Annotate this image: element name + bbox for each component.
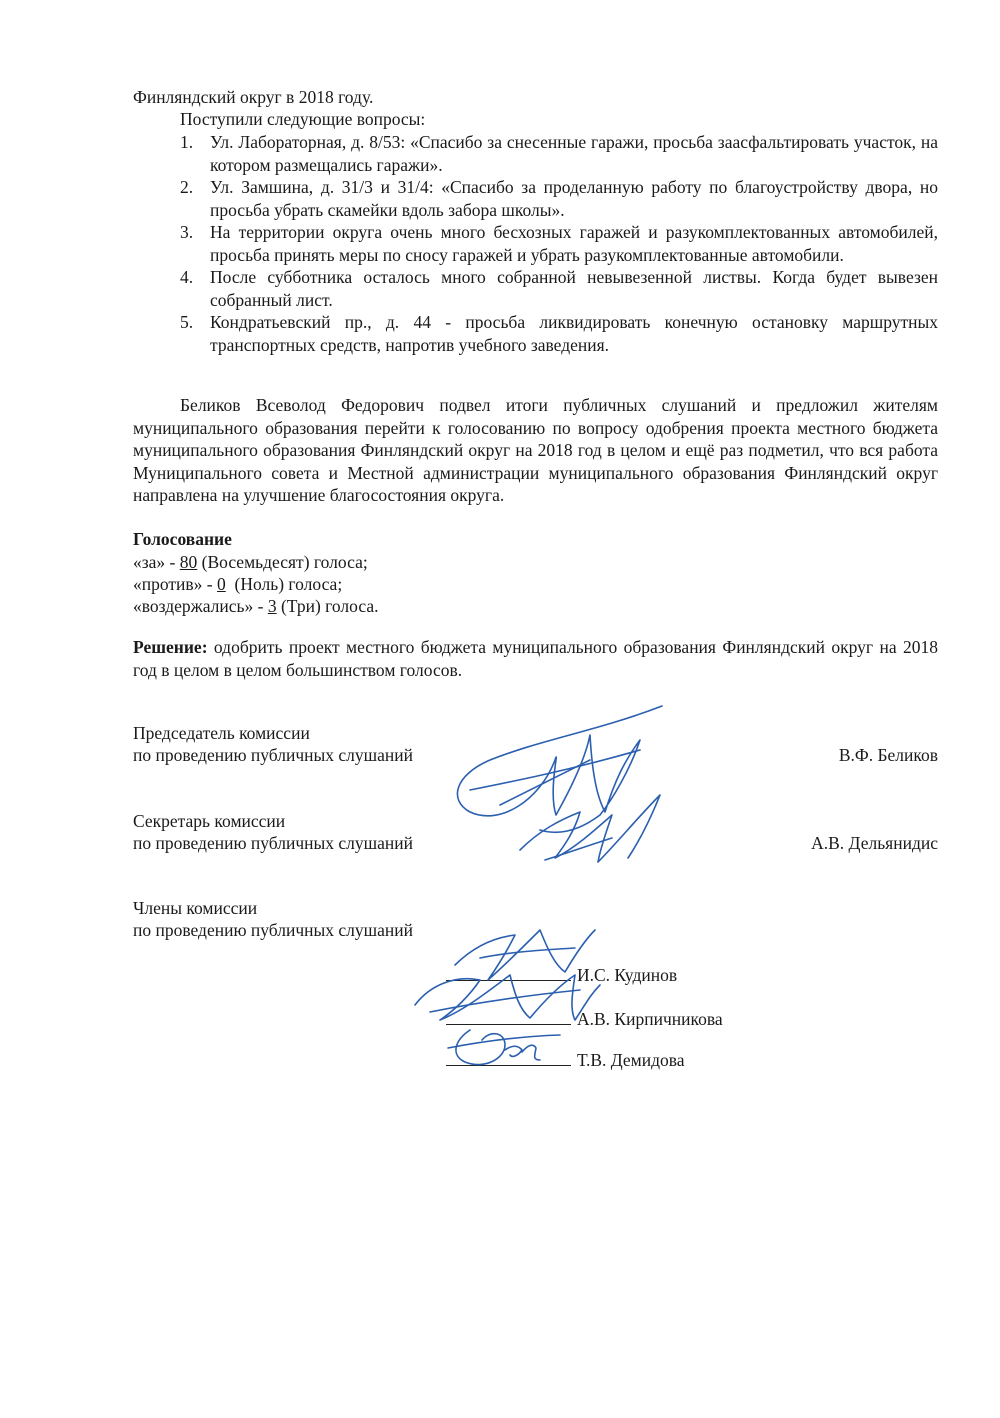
vote-count: 80 <box>179 552 198 572</box>
list-number: 3. <box>180 222 194 242</box>
list-item-text: На территории округа очень много бесхозных гаражей и разукомплектованных автомобилей, просьба принять меры по сносу гаражей и убрать разукомплектованные автомобили. <box>210 222 938 265</box>
summary-paragraph: Беликов Всеволод Федорович подвел итоги публичных слушаний и предложил жителям муниципального образования перейти к голосованию по вопросу одобрения проекта местного бюджета муниципального образования Финляндский округ на 2018 год в целом и ещё раз подметил, что вся работа Муниципального совета и Местной администрации муниципального образования Финляндский округ направлена на улучшение благосостояния округа. <box>133 395 938 505</box>
voting-heading: Голосование <box>133 529 232 549</box>
list-number: 1. <box>180 132 194 152</box>
list-item <box>133 131 938 176</box>
decision-paragraph <box>133 636 938 681</box>
member-signature-line <box>446 1006 723 1031</box>
list-number: 5. <box>180 312 194 332</box>
vote-count: 3 <box>267 596 277 616</box>
vote-rest: (Ноль) голоса; <box>225 574 343 594</box>
vote-rest: (Три) голоса. <box>276 596 379 616</box>
list-item-text: Кондратьевский пр., д. 44 - просьба ликвидировать конечную остановку маршрутных транспортных средств, напротив учебного заведения. <box>210 312 938 355</box>
secretary-name: А.В. Дельянидис <box>811 833 938 853</box>
decision-text: одобрить проект местного бюджета муниципального образования Финляндский округ на 2018 год в целом в целом большинством голосов. <box>133 637 938 680</box>
member-name: И.С. Кудинов <box>577 965 678 985</box>
vote-label: «воздержались» - <box>133 596 268 616</box>
list-item <box>133 311 938 356</box>
signature-underline <box>446 962 571 981</box>
vote-row-abstain <box>133 595 378 618</box>
vote-label: «против» - <box>133 574 217 594</box>
signature-underline <box>446 1047 571 1066</box>
questions-list <box>133 131 938 356</box>
members-title-2: по проведению публичных слушаний <box>133 920 413 940</box>
secretary-title-1: Секретарь комиссии <box>133 811 286 831</box>
chair-title-1: Председатель комиссии <box>133 723 310 743</box>
list-number: 4. <box>180 267 194 287</box>
list-item-text: Ул. Замшина, д. 31/3 и 31/4: «Спасибо за проделанную работу по благоустройству двора, но просьба убрать скамейки вдоль забора школы». <box>210 177 938 220</box>
vote-rest: (Восемьдесят) голоса; <box>197 552 368 572</box>
member-name: Т.В. Демидова <box>577 1050 685 1070</box>
list-item-text: Ул. Лабораторная, д. 8/53: «Спасибо за снесенные гаражи, просьба заасфальтировать участок, на котором размещались гаражи». <box>210 132 938 175</box>
signature-underline <box>446 1006 571 1025</box>
list-number: 2. <box>180 177 194 197</box>
vote-row-for <box>133 551 368 574</box>
secretary-signature <box>520 795 660 862</box>
vote-count: 0 <box>217 574 226 594</box>
list-item-text: После субботника осталось много собранной невывезенной листвы. Когда будет вывезен собранный лист. <box>210 267 938 310</box>
vote-row-against <box>133 573 342 596</box>
member-signature-line <box>446 962 677 987</box>
chair-signature <box>457 706 662 832</box>
questions-heading: Поступили следующие вопросы: <box>180 109 426 129</box>
members-title-1: Члены комиссии <box>133 898 258 918</box>
intro-fragment: Финляндский округ в 2018 году. <box>133 87 374 107</box>
decision-label: Решение: <box>133 637 208 657</box>
secretary-title-2: по проведению публичных слушаний <box>133 833 413 853</box>
chair-title-2: по проведению публичных слушаний <box>133 745 413 765</box>
list-item <box>133 176 938 221</box>
vote-label: «за» - <box>133 552 180 572</box>
member-name: А.В. Кирпичникова <box>577 1009 723 1029</box>
chair-name: В.Ф. Беликов <box>838 745 938 765</box>
member-signature-line <box>446 1047 685 1072</box>
list-item <box>133 266 938 311</box>
list-item <box>133 221 938 266</box>
